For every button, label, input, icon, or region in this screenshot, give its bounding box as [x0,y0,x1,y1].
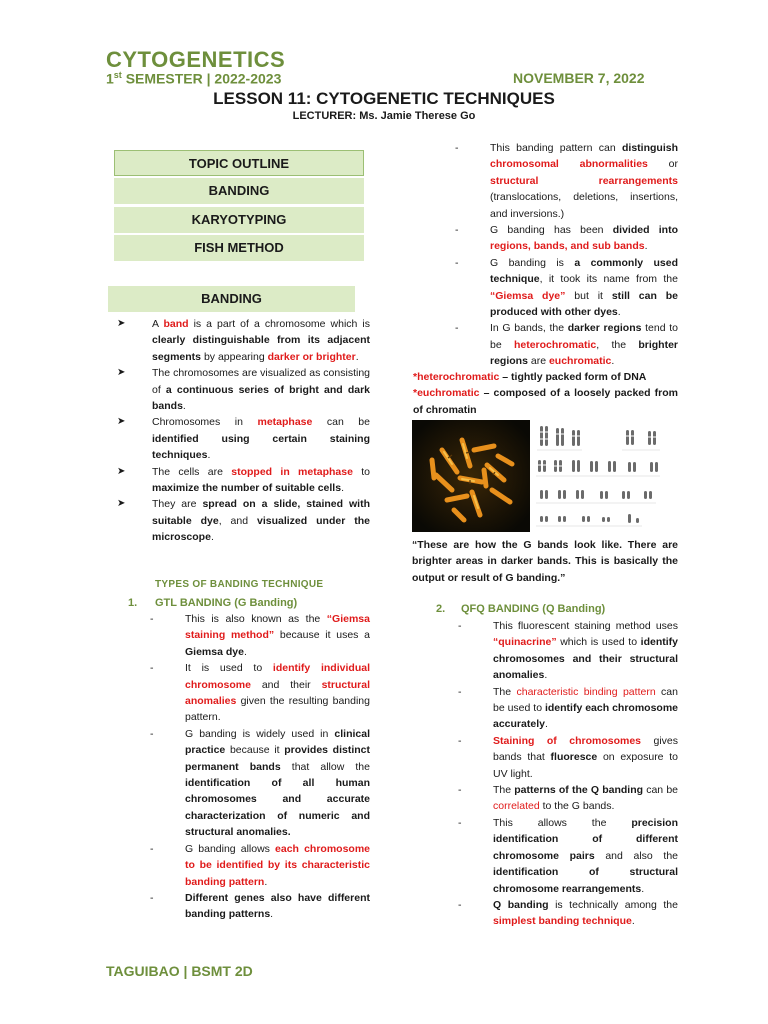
text-run: gives bands that [493,734,679,764]
dash-bullet-icon: - [458,685,462,698]
list-item [117,365,370,414]
list-item [150,726,370,841]
arrow-bullet-icon: ➤ [117,416,126,428]
list-item [150,841,370,890]
text-run: A [152,318,164,330]
semester-number: 1 [106,70,114,87]
text-run: . [182,400,186,413]
text-run: that allow the [280,760,370,773]
list-item [458,815,678,897]
qfq-title: QFQ BANDING (Q Banding) [461,603,606,615]
semester-label [106,70,281,87]
semester-text: SEMESTER | 2022-2023 [121,70,282,87]
text-run: still can be produced with other dyes [490,289,678,319]
text-run: . [544,669,548,682]
arrow-bullet-icon: ➤ [117,498,126,510]
text-run: identify each chromosome accurately [493,702,679,731]
text-run: clinical practice [185,727,370,757]
text-run: heterochromatic [513,338,597,351]
text-run: “Giemsa dye” [490,289,566,302]
text-run: . [611,355,615,368]
lesson-title: LESSON 11: CYTOGENETIC TECHNIQUES [213,89,555,108]
karyotype-image [532,420,678,532]
text-run: a continuous series of bright and dark bands [152,383,370,413]
text-run: can be used to [493,685,678,715]
gtl-number: 1. [128,597,138,609]
text-run: each chromosome to be identified by its characteristic banding pattern [185,842,370,888]
dash-bullet-icon: - [455,322,459,335]
text-run: structural anomalies [185,678,370,708]
list-item [150,660,370,726]
text-run: is a part of a chromosome which is [188,318,370,330]
gband-detail-list [455,140,678,370]
text-run: patterns of the Q banding [514,784,644,797]
text-run: simplest banding technique [493,915,632,928]
text-run: spread on a slide, stained with suitable dye [152,498,370,527]
qfq-number: 2. [436,603,446,615]
text-run: or [647,158,678,171]
section-heading-banding: BANDING [108,286,355,312]
text-run: brighter regions [490,338,678,368]
text-run: “quinacrine” [493,636,557,649]
text-run: G banding is [490,256,575,269]
list-item [455,255,678,321]
text-run: . [270,908,274,921]
text-run: fluoresce [550,751,598,764]
text-run: is technically among the [548,898,678,911]
dash-bullet-icon: - [458,816,462,829]
definition-item [413,369,678,385]
text-run: by appearing [201,350,268,363]
text-run: are [527,355,549,368]
text-run: provides distinct permanent bands [185,744,370,773]
arrow-bullet-icon: ➤ [117,318,126,329]
text-run: structural rearrangements [490,174,678,187]
text-run: darker regions [567,322,642,335]
text-run: Q banding [493,898,549,911]
gtl-title: GTL BANDING (G Banding) [155,597,298,609]
text-run: given the resulting banding pattern. [185,695,370,724]
list-item [455,140,678,222]
dash-bullet-icon: - [150,613,154,625]
text-run: identification of all human chromosomes and accurate characterization of numeric and structural anomalies. [185,777,370,839]
text-run: chromosomal abnormalities [490,158,648,171]
text-run: (translocations, deletions, insertions, and inversions.) [490,191,678,220]
gtl-item-list [150,611,370,923]
dash-bullet-icon: - [455,256,459,269]
course-title: CYTOGENETICS [106,47,286,72]
semester-ordinal: st [113,70,122,80]
text-run: can be [312,416,370,429]
text-run: Giemsa dye [185,645,244,658]
text-run: because it [225,744,285,757]
text-run: can be [643,784,678,797]
text-run: This is also known as the [185,613,327,625]
text-run: This banding pattern can [490,142,622,154]
text-run: characteristic binding pattern [516,685,656,698]
text-run: which is used to [556,636,641,649]
text-run: metaphase [257,416,313,429]
list-item [117,464,370,497]
text-run: but it [565,289,612,302]
list-item [455,320,678,369]
text-run: , the [596,338,639,351]
text-run: divided into [612,224,678,237]
arrow-bullet-icon: ➤ [117,465,126,477]
list-item [150,611,370,660]
text-run: . [544,718,548,731]
text-run: precision identification of different chromosome pairs [493,816,678,862]
text-run: G banding is widely used in [185,727,335,740]
dash-bullet-icon: - [458,898,462,911]
dash-bullet-icon: - [150,727,154,740]
text-run: euchromatic [548,355,612,368]
text-run: stopped in metaphase [231,465,353,478]
text-run: “Giemsa staining method” [185,613,370,642]
text-run: because it uses a [274,629,370,642]
text-run: The [493,784,515,797]
text-run: , it took its name from the [539,273,678,286]
lecturer-line: LECTURER: Ms. Jamie Therese Go [292,110,476,122]
banding-bullet-list [117,316,370,546]
text-run: to [352,465,370,478]
types-heading: TYPES OF BANDING TECHNIQUE [155,579,324,590]
definition-item [413,385,678,418]
text-run: band [163,318,189,330]
topic-outline-title: TOPIC OUTLINE [114,150,364,176]
gtl-heading [128,597,297,609]
list-item [117,316,370,365]
topic-outline-item: KARYOTYPING [114,207,364,233]
text-run: Staining of chromosomes [493,734,642,747]
text-run: and their [250,678,322,691]
text-run: They are [152,498,203,511]
text-run: This allows the [493,816,632,829]
text-run: . [617,306,621,319]
dash-bullet-icon: - [458,620,462,632]
text-run: , and [218,514,257,527]
text-run: . [210,531,214,544]
list-item [117,414,370,463]
qfq-item-list [458,618,678,930]
text-run: and also the [594,849,678,862]
text-run: The [493,685,517,698]
text-run: . [264,875,268,888]
text-run: Different genes also have different banding patterns [185,891,370,921]
metaphase-spread-image [412,420,530,532]
text-run: Chromosomes in [152,416,258,429]
footer-author: TAGUIBAO | BSMT 2D [106,963,253,979]
lecture-date: NOVEMBER 7, 2022 [513,70,645,86]
arrow-bullet-icon: ➤ [117,367,126,379]
text-run: The chromosomes are visualized as consisting of [152,367,370,396]
dash-bullet-icon: - [455,224,459,237]
text-run: – tightly packed form of DNA [499,371,647,383]
text-run: identify individual chromosome [185,662,370,691]
list-item [458,618,678,684]
list-item [458,733,678,782]
text-run: tend to be [490,322,678,351]
image-caption: “These are how the G bands look like. There are brighter areas in darker bands. This is basically the output or result of G banding.” [412,539,678,584]
text-run: It is used to [185,662,273,675]
topic-outline-item: BANDING [114,178,364,204]
text-run: This fluorescent staining method uses [493,620,678,632]
text-run: . [641,882,645,895]
text-run: clearly distinguishable from its adjacent segments [152,334,370,363]
list-item [458,897,678,930]
list-item [455,222,678,255]
dash-bullet-icon: - [150,842,154,855]
text-run: G banding has been [490,224,613,237]
text-run: . [631,915,635,928]
qfq-heading [436,603,605,615]
text-run: The cells are [152,465,232,478]
text-run: to the G bands. [539,800,615,813]
text-run: a commonly used technique [490,256,678,286]
text-run: In G bands, the [490,322,568,335]
text-run: – composed of a loosely packed from of chromatin [413,387,678,416]
text-run: . [207,449,211,462]
dash-bullet-icon: - [150,662,154,675]
definitions-block [413,369,678,418]
text-run: on exposure to UV light. [493,751,678,780]
text-run: correlated [493,800,540,813]
list-item [150,890,370,923]
text-run: . [341,482,344,495]
topic-outline [114,150,364,264]
dash-bullet-icon: - [458,734,462,747]
text-run: darker or brighter [267,350,356,363]
text-run: . [355,350,359,363]
text-run: maximize the number of suitable cells [152,482,342,495]
dash-bullet-icon: - [455,142,459,154]
text-run: . [644,240,648,253]
text-run: G banding allows [185,842,276,855]
text-run: identified using certain staining techniques [152,432,370,462]
topic-outline-item: FISH METHOD [114,235,364,261]
list-item [458,684,678,733]
text-run: *euchromatic [413,387,480,400]
text-run: distinguish [622,142,678,154]
text-run: regions, bands, and sub bands [490,240,645,253]
text-run: . [243,645,247,658]
text-run: identify chromosomes and their structural anomalies [493,636,678,682]
text-run: identification of structural chromosome rearrangements [493,866,678,895]
dash-bullet-icon: - [458,784,462,797]
text-run: visualized under the microscope [152,514,370,544]
list-item [458,782,678,815]
text-run: *heterochromatic [413,371,500,383]
dash-bullet-icon: - [150,891,154,904]
list-item [117,496,370,545]
